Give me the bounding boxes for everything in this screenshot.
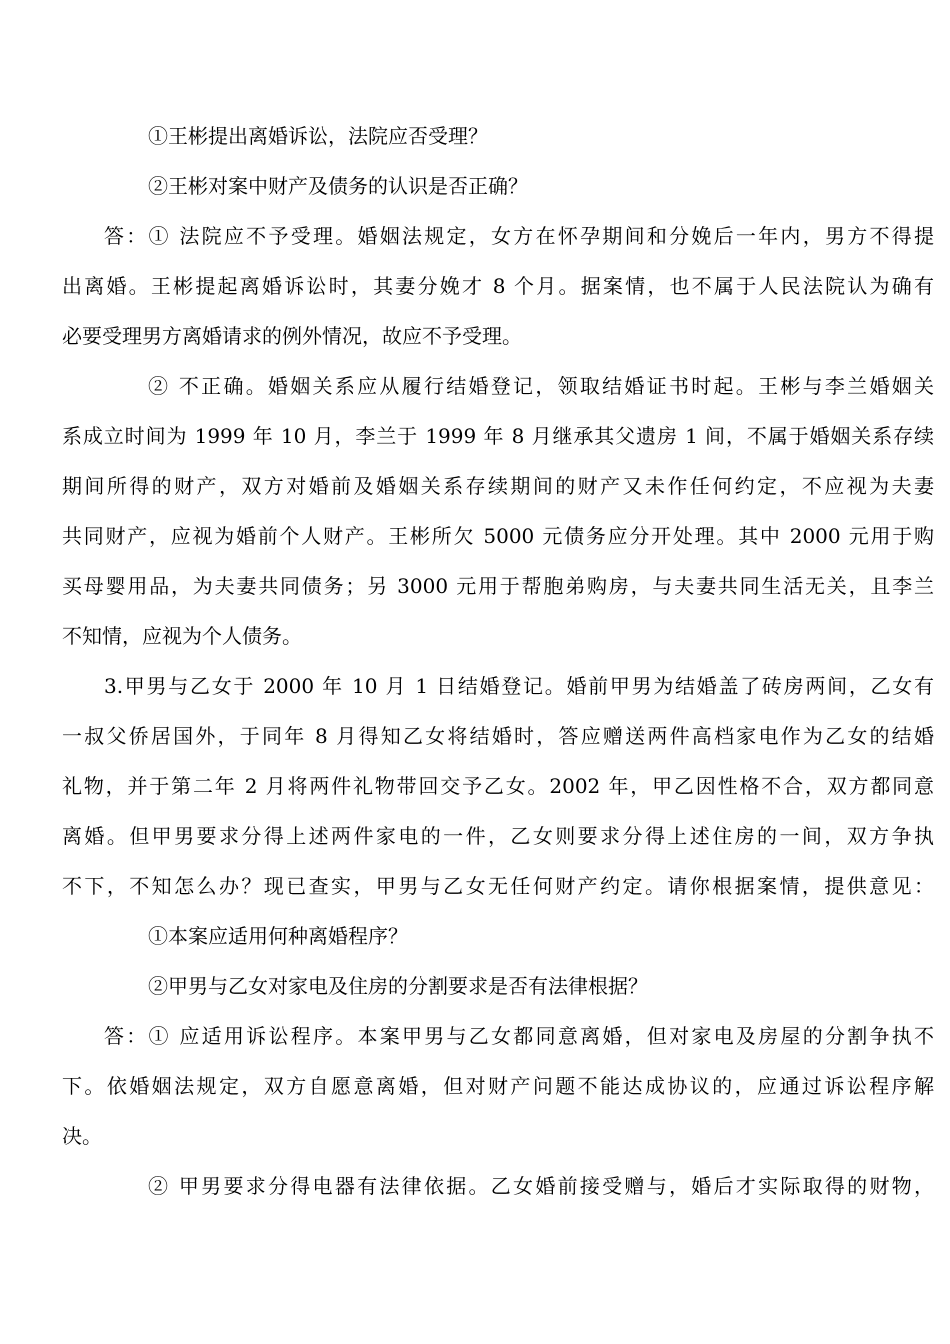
question-1: ①本案应适用何种离婚程序？ <box>148 924 408 948</box>
answer-line: 共同财产，应视为婚前个人财产。王彬所欠 5000 元债务应分开处理。其中 2000 元用于购 <box>62 524 934 548</box>
answer-line: ② 不正确。婚姻关系应从履行结婚登记，领取结婚证书时起。王彬与李兰婚姻关 <box>148 374 934 398</box>
case-line: 3.甲男与乙女于 2000 年 10 月 1 日结婚登记。婚前甲男为结婚盖了砖房两间，乙女有 <box>104 674 934 698</box>
answer-line: 期间所得的财产，双方对婚前及婚姻关系存续期间的财产又未作任何约定，不应视为夫妻 <box>62 474 934 498</box>
question-1: ①王彬提出离婚诉讼，法院应否受理？ <box>148 124 488 148</box>
case-line: 礼物，并于第二年 2 月将两件礼物带回交予乙女。2002 年，甲乙因性格不合，双方都同意 <box>62 774 934 798</box>
answer-line: 系成立时间为 1999 年 10 月，李兰于 1999 年 8 月继承其父遗房 1 间，不属于婚姻关系存续 <box>62 424 934 448</box>
answer-line: 出离婚。王彬提起离婚诉讼时，其妻分娩才 8 个月。据案情，也不属于人民法院认为确有 <box>62 274 934 298</box>
answer-line: 决。 <box>62 1124 102 1148</box>
question-2: ②甲男与乙女对家电及住房的分割要求是否有法律根据？ <box>148 974 648 998</box>
answer-line: 买母婴用品，为夫妻共同债务；另 3000 元用于帮胞弟购房，与夫妻共同生活无关，且李兰 <box>62 574 934 598</box>
question-2: ②王彬对案中财产及债务的认识是否正确？ <box>148 174 528 198</box>
answer-line: 答：① 法院应不予受理。婚姻法规定，女方在怀孕期间和分娩后一年内，男方不得提 <box>104 224 934 248</box>
case-line: 不下，不知怎么办？现已查实，甲男与乙女无任何财产约定。请你根据案情，提供意见： <box>62 874 934 898</box>
case-line: 离婚。但甲男要求分得上述两件家电的一件，乙女则要求分得上述住房的一间，双方争执 <box>62 824 934 848</box>
answer-line: 不知情，应视为个人债务。 <box>62 624 302 648</box>
answer-line: 必要受理男方离婚请求的例外情况，故应不予受理。 <box>62 324 522 348</box>
answer-line: 答：① 应适用诉讼程序。本案甲男与乙女都同意离婚，但对家电及房屋的分割争执不 <box>104 1024 934 1048</box>
case-line: 一叔父侨居国外，于同年 8 月得知乙女将结婚时，答应赠送两件高档家电作为乙女的结婚 <box>62 724 934 748</box>
answer-line: ② 甲男要求分得电器有法律依据。乙女婚前接受赠与，婚后才实际取得的财物， <box>148 1174 934 1198</box>
answer-line: 下。依婚姻法规定，双方自愿意离婚，但对财产问题不能达成协议的，应通过诉讼程序解 <box>62 1074 934 1098</box>
